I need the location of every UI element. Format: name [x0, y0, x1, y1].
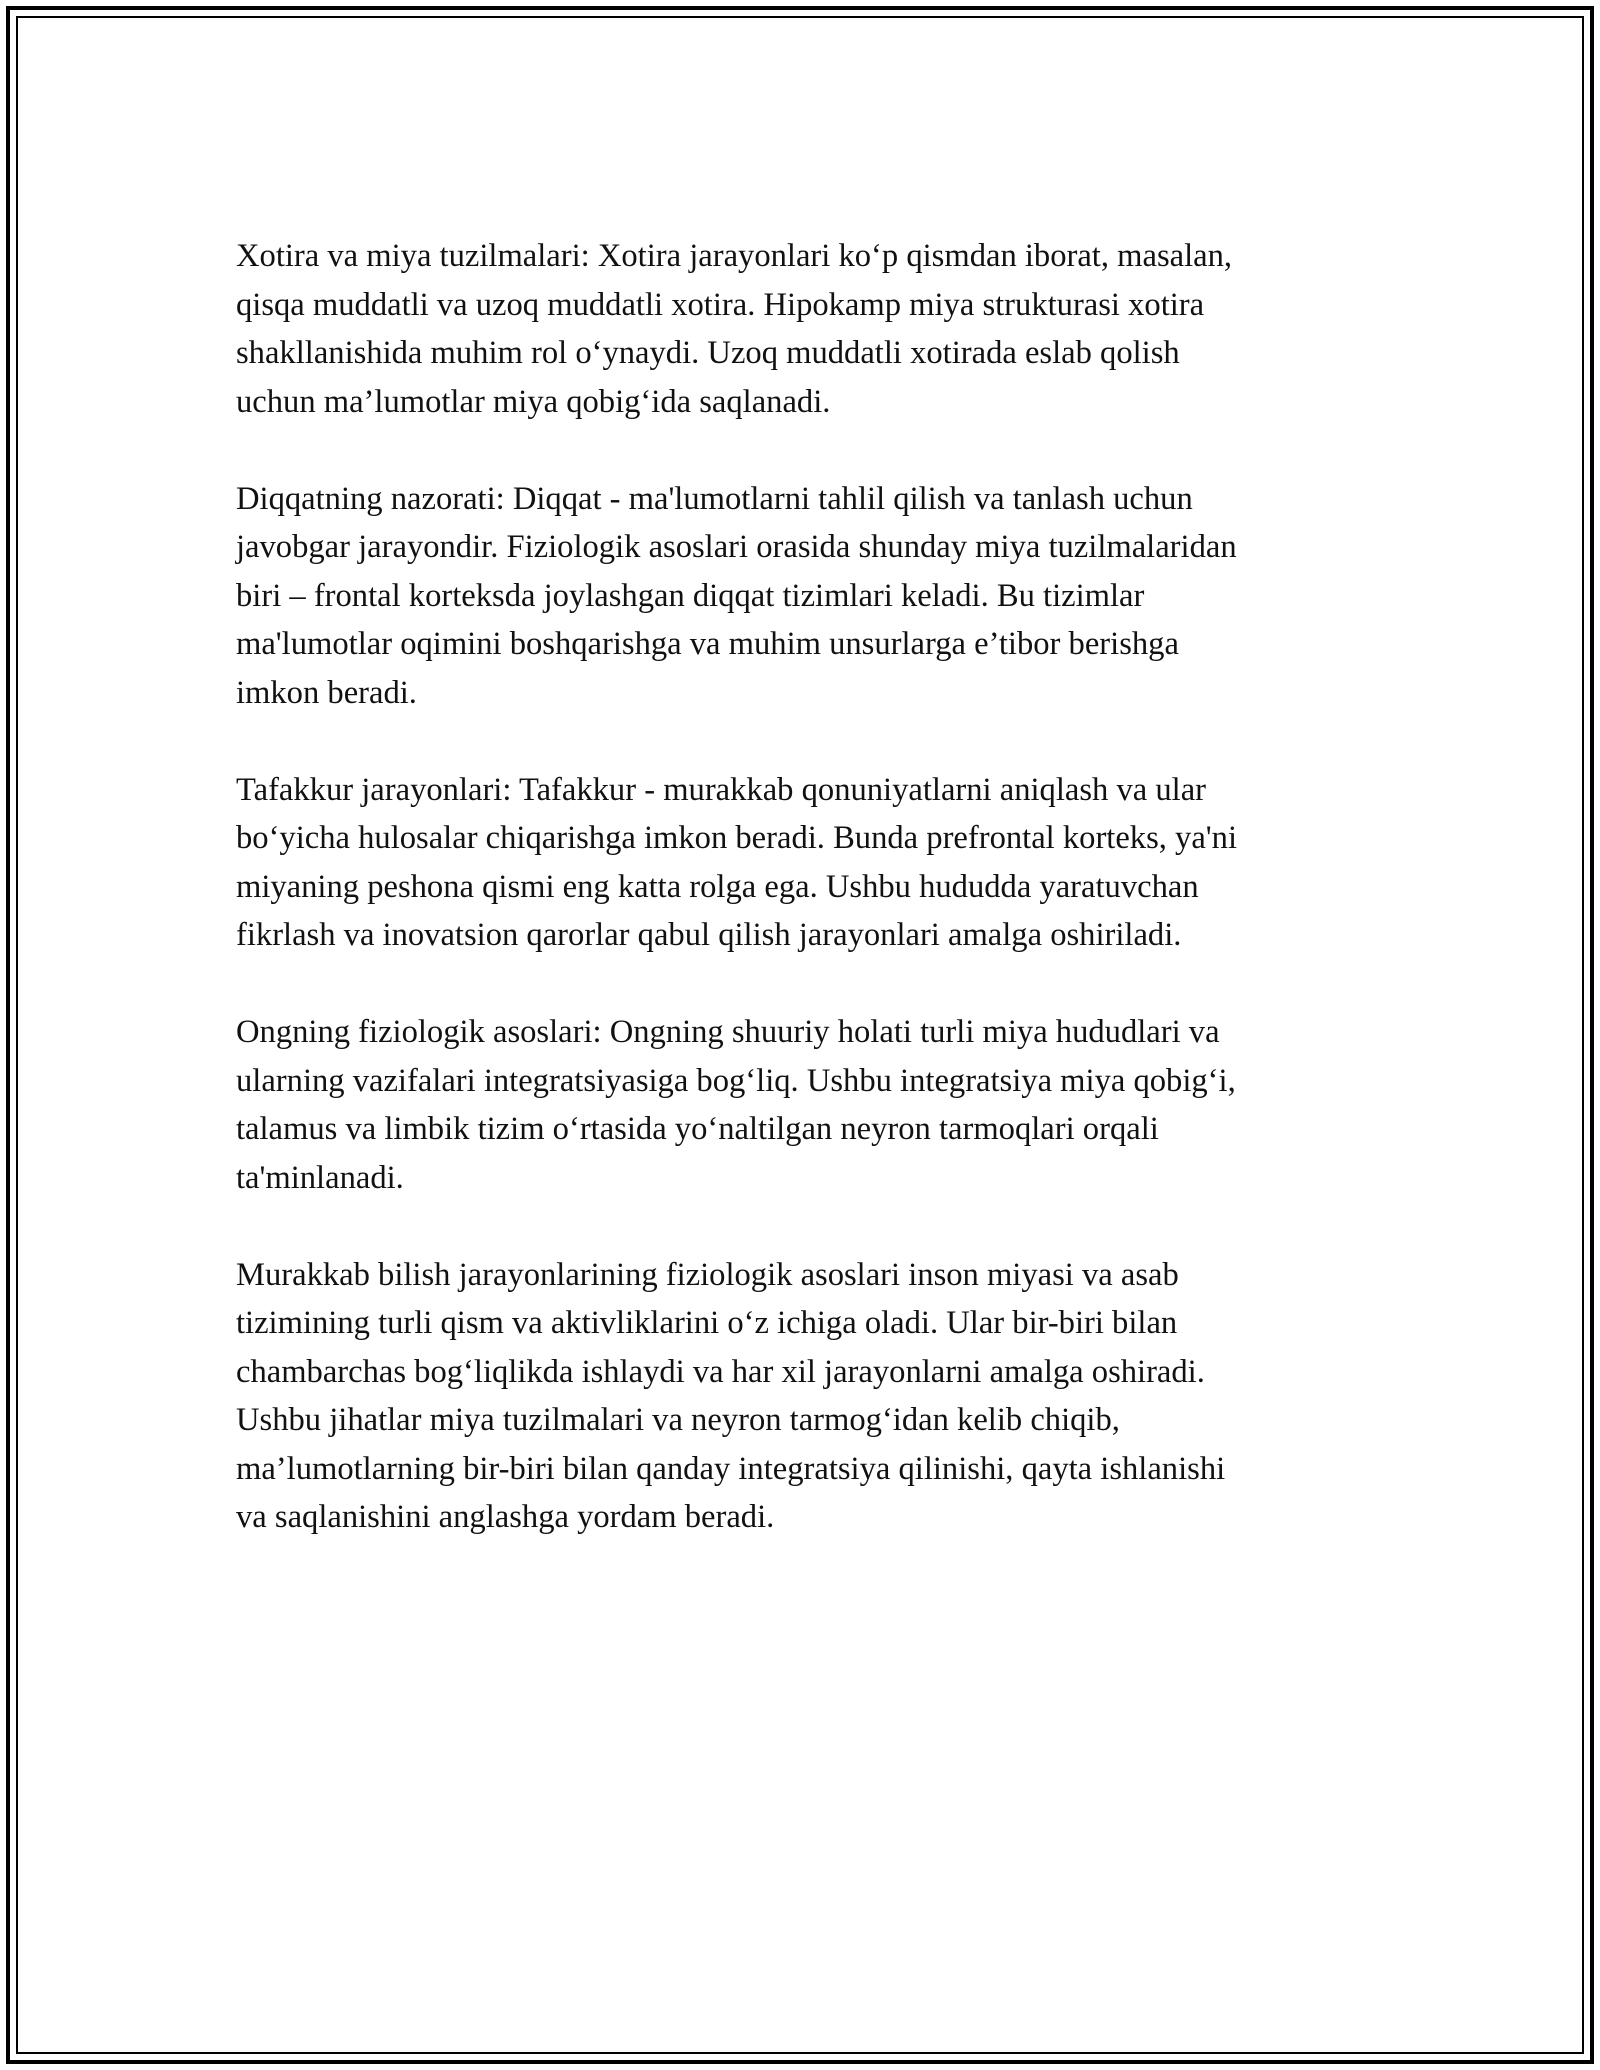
paragraph-attention	[236, 475, 1386, 718]
text-line: chambarchas bog‘liqlikda ishlaydi va har xil jarayonlarni amalga oshiradi.	[236, 1353, 1205, 1390]
text-line: Ushbu jihatlar miya tuzilmalari va neyron tarmog‘idan kelib chiqib,	[236, 1402, 1120, 1438]
text-line: Diqqatning nazorati: Diqqat - ma'lumotlarni tahlil qilish va tanlash uchun	[236, 480, 1193, 517]
text-line: fikrlash va inovatsion qarorlar qabul qilish jarayonlari amalga oshiriladi.	[236, 917, 1182, 953]
text-line: Ongning fiziologik asoslari: Ongning shuuriy holati turli miya hududlari va	[236, 1014, 1220, 1050]
text-line: tizimining turli qism va aktivliklarini o‘z ichiga oladi. Ular bir-biri bilan	[236, 1305, 1178, 1341]
document-body	[236, 232, 1386, 1590]
text-line: talamus va limbik tizim o‘rtasida yo‘naltilgan neyron tarmoqlari orqali	[236, 1111, 1159, 1147]
text-line: qisqa muddatli va uzoq muddatli xotira. Hipokamp miya strukturasi xotira	[236, 286, 1205, 323]
text-line: javobgar jarayondir. Fiziologik asoslari orasida shunday miya tuzilmalaridan	[236, 529, 1237, 565]
text-line: ma’lumotlarning bir-biri bilan qanday integratsiya qilinishi, qayta ishlanishi	[236, 1450, 1226, 1487]
paragraph-conclusion	[236, 1251, 1386, 1542]
paragraph-thinking	[236, 766, 1386, 960]
text-line: bo‘yicha hulosalar chiqarishga imkon beradi. Bunda prefrontal korteks, ya'ni	[236, 820, 1238, 856]
text-line: miyaning peshona qismi eng katta rolga ega. Ushbu hududda yaratuvchan	[236, 868, 1199, 905]
text-line: ularning vazifalari integratsiyasiga bog‘liq. Ushbu integratsiya miya qobig‘i,	[236, 1062, 1236, 1099]
text-line: ma'lumotlar oqimini boshqarishga va muhim unsurlarga e’tibor berishga	[236, 626, 1179, 662]
paragraph-memory	[236, 232, 1386, 426]
text-line: uchun ma’lumotlar miya qobig‘ida saqlanadi.	[236, 383, 831, 420]
text-line: imkon beradi.	[236, 674, 417, 711]
text-line: Tafakkur jarayonlari: Tafakkur - murakkab qonuniyatlarni aniqlash va ular	[236, 771, 1207, 808]
paragraph-consciousness	[236, 1008, 1386, 1202]
text-line: va saqlanishini anglashga yordam beradi.	[236, 1499, 775, 1535]
text-line: Xotira va miya tuzilmalari: Xotira jarayonlari ko‘p qismdan iborat, masalan,	[236, 238, 1233, 274]
text-line: biri – frontal korteksda joylashgan diqqat tizimlari keladi. Bu tizimlar	[236, 577, 1145, 614]
text-line: shakllanishida muhim rol o‘ynaydi. Uzoq muddatli xotirada eslab qolish	[236, 335, 1180, 371]
text-line: Murakkab bilish jarayonlarining fiziologik asoslari inson miyasi va asab	[236, 1256, 1179, 1293]
text-line: ta'minlanadi.	[236, 1159, 404, 1196]
